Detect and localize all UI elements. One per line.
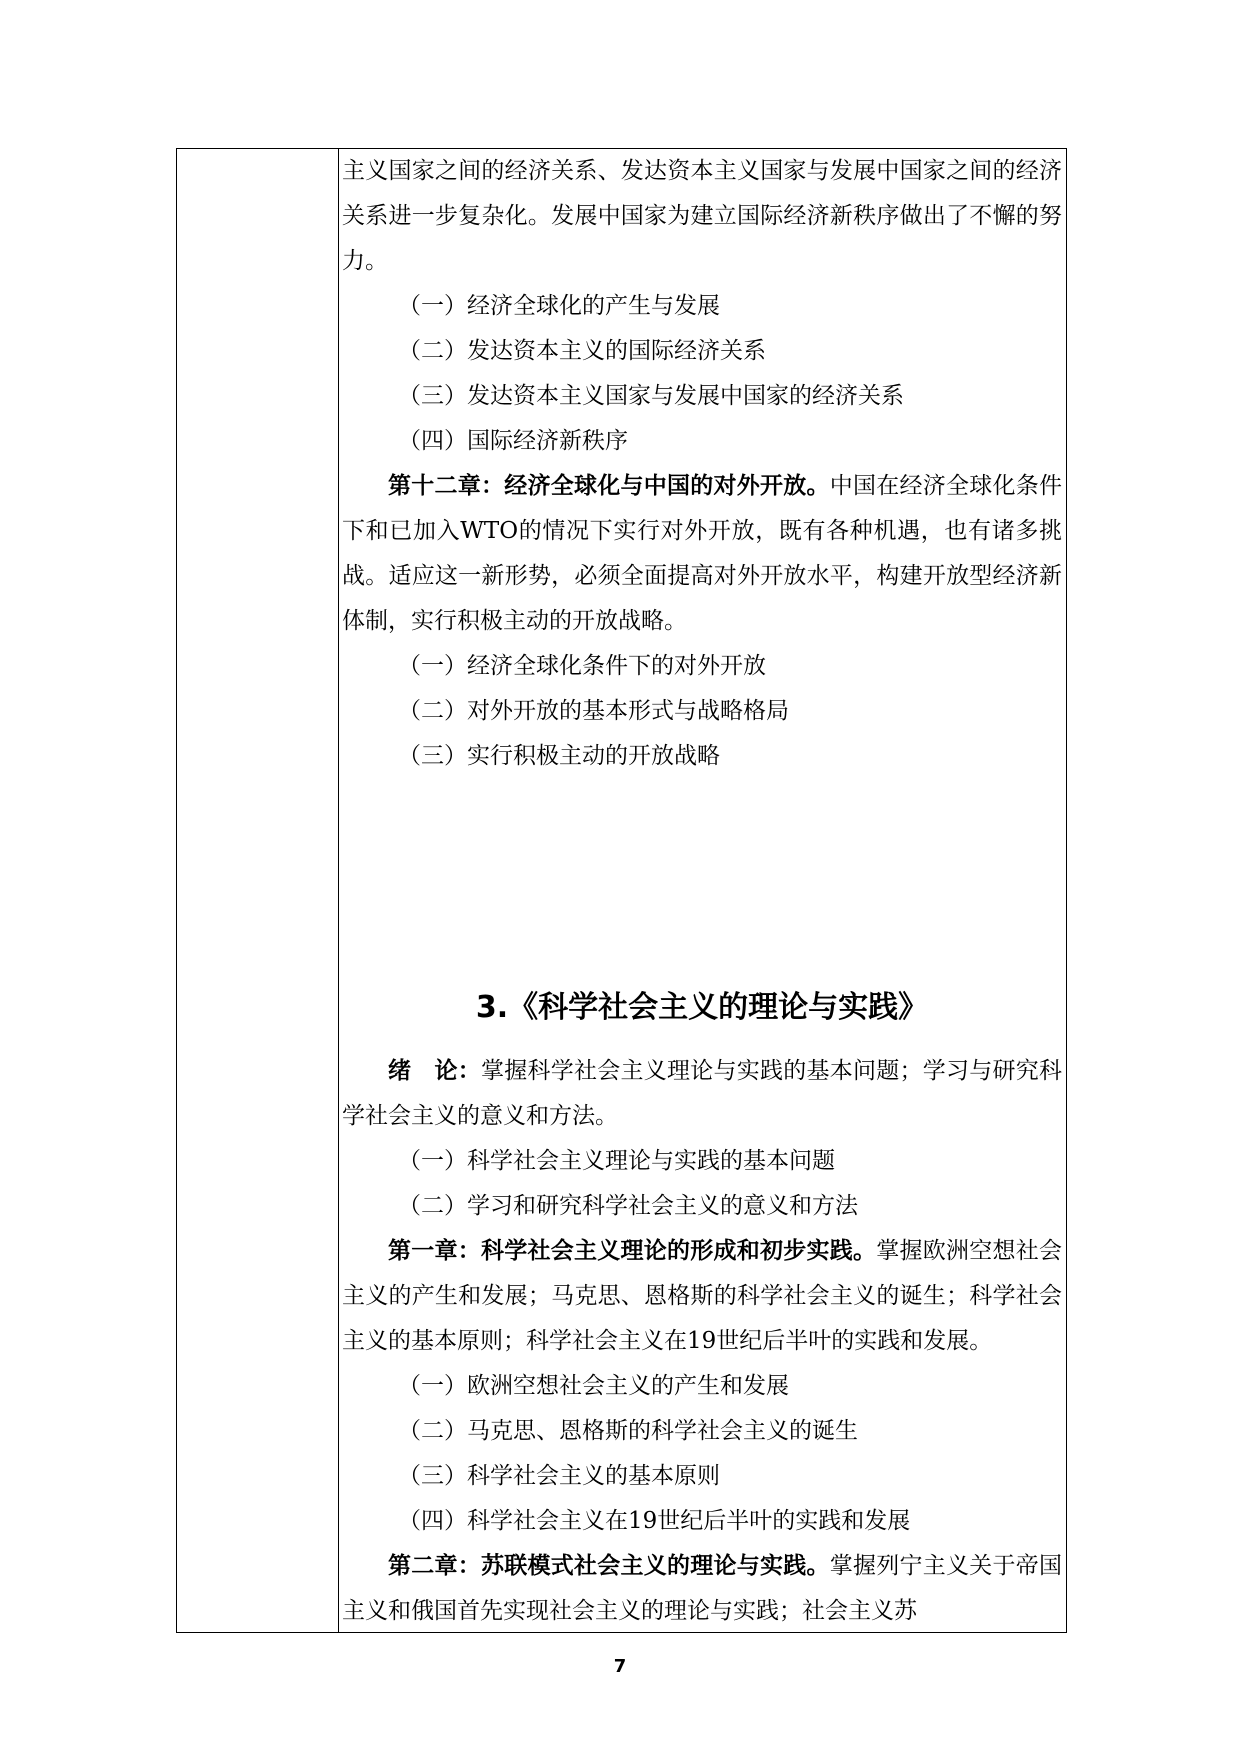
chapter-heading: 第十二章：经济全球化与中国的对外开放。 — [388, 473, 830, 499]
table-right-column — [339, 149, 1066, 1632]
list-item: （三）发达资本主义国家与发展中国家的经济关系 — [398, 383, 904, 409]
content-table — [176, 148, 1067, 1633]
chapter-text: 掌握科学社会主义理论与实践的基本问题；学习与研究科学社会主义的意义和方法。 — [342, 1058, 1062, 1129]
list-item: （四）科学社会主义在19世纪后半叶的实践和发展 — [398, 1508, 911, 1534]
chapter-text: 掌握欧洲空想社会主义的产生和发展；马克思、恩格斯的科学社会主义的诞生；科学社会主义的基本原则；科学社会主义在19世纪后半叶的实践和发展。 — [342, 1238, 1062, 1354]
table-left-column — [177, 149, 339, 1632]
chapter-12-paragraph — [342, 464, 1062, 644]
chapter-1-paragraph — [342, 1229, 1062, 1364]
list-item: （二）对外开放的基本形式与战略格局 — [398, 698, 789, 724]
intro-paragraph — [342, 1049, 1062, 1139]
chapter-text: 掌握列宁主义关于帝国主义和俄国首先实现社会主义的理论与实践；社会主义苏 — [342, 1553, 1062, 1624]
list-item: （一）经济全球化条件下的对外开放 — [398, 653, 766, 679]
chapter-2-paragraph — [342, 1544, 1062, 1634]
list-item: （二）马克思、恩格斯的科学社会主义的诞生 — [398, 1418, 858, 1444]
chapter-text: 中国在经济全球化条件下和已加入WTO的情况下实行对外开放，既有各种机遇，也有诸多挑战。适应这一新形势，必须全面提高对外开放水平，构建开放型经济新体制，实行积极主动的开放战略。 — [342, 473, 1062, 634]
chapter-heading: 第二章：苏联模式社会主义的理论与实践。 — [388, 1553, 830, 1579]
list-item: （一）欧洲空想社会主义的产生和发展 — [398, 1373, 789, 1399]
list-item: （三）实行积极主动的开放战略 — [398, 743, 720, 769]
chapter-heading: 绪 论： — [388, 1058, 481, 1084]
paragraph: 主义国家之间的经济关系、发达资本主义国家与发展中国家之间的经济关系进一步复杂化。发展中国家为建立国际经济新秩序做出了不懈的努力。 — [342, 158, 1062, 274]
list-item: （四）国际经济新秩序 — [398, 428, 628, 454]
list-item: （一）科学社会主义理论与实践的基本问题 — [398, 1148, 835, 1174]
list-item: （二）学习和研究科学社会主义的意义和方法 — [398, 1193, 858, 1219]
page-number: 7 — [613, 1656, 627, 1677]
list-item: （三）科学社会主义的基本原则 — [398, 1463, 720, 1489]
list-item: （一）经济全球化的产生与发展 — [398, 293, 720, 319]
chapter-heading: 第一章：科学社会主义理论的形成和初步实践。 — [388, 1238, 877, 1264]
list-item: （二）发达资本主义的国际经济关系 — [398, 338, 766, 364]
section-title: 3.《科学社会主义的理论与实践》 — [475, 990, 929, 1025]
blank-space — [342, 779, 1062, 957]
